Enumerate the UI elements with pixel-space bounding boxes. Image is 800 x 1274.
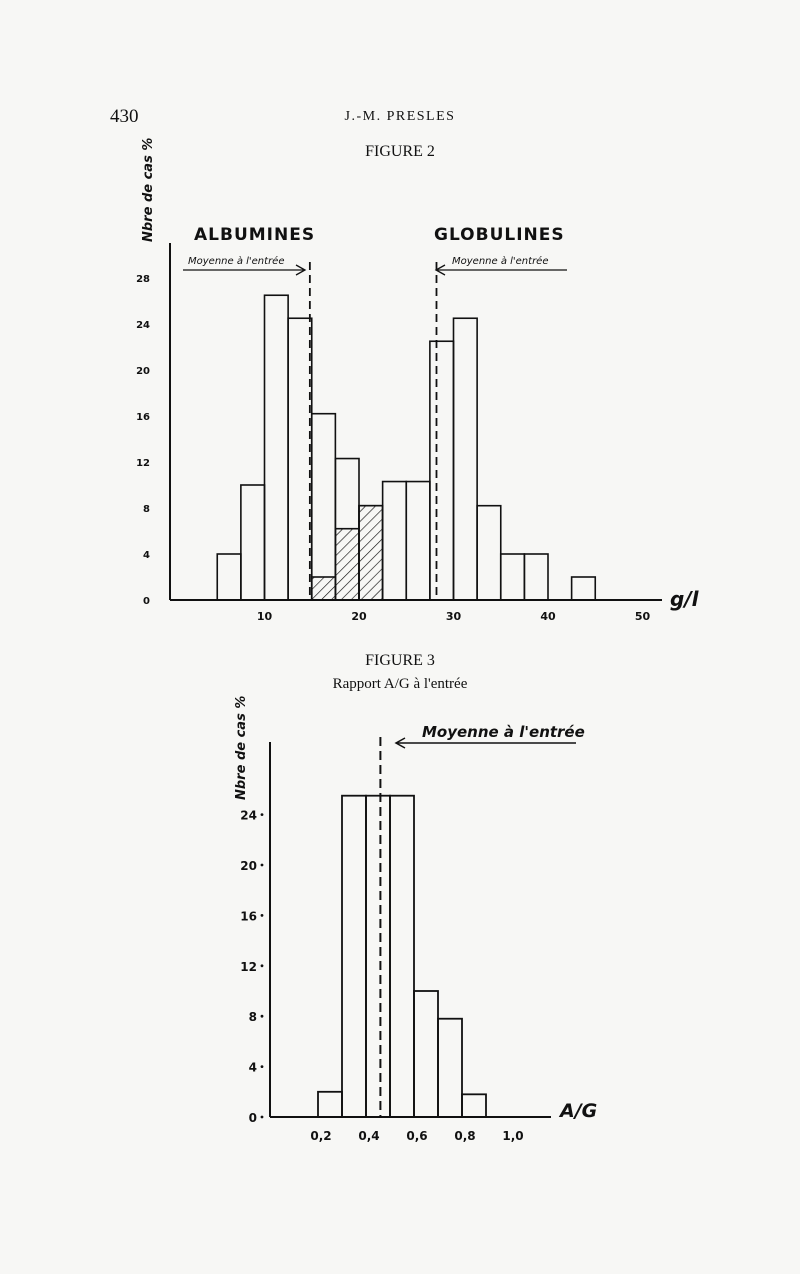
running-head: J.-M. PRESLES	[344, 109, 456, 124]
x-tick-label-0: 0,2	[310, 1129, 332, 1143]
y-tick-label-4: 16	[240, 909, 257, 924]
y-tick-dot-6	[261, 813, 264, 816]
ag-bar-6	[462, 1094, 486, 1117]
ag-bar-5	[438, 1019, 462, 1117]
ag-bar-2	[366, 796, 390, 1117]
x-tick-label-0: 10	[256, 610, 273, 623]
x-tick-label-2: 30	[445, 610, 462, 623]
y-tick-label-7: 28	[136, 274, 150, 285]
y-tick-dot-4	[261, 914, 264, 917]
y-tick-label-1: 4	[143, 550, 150, 561]
x-tick-label-1: 0,4	[358, 1129, 380, 1143]
x-axis-label: A/G	[560, 1100, 598, 1122]
y-axis-label: Nbre de cas %	[234, 695, 249, 800]
y-tick-label-5: 20	[136, 366, 150, 377]
figure-3-label: FIGURE 3	[365, 652, 435, 669]
x-axis-label: g/l	[670, 587, 699, 611]
y-tick-label-3: 12	[240, 959, 257, 974]
figure-2-label: FIGURE 2	[365, 143, 435, 160]
y-tick-dot-2	[261, 1015, 264, 1018]
x-tick-label-3: 0,8	[454, 1129, 476, 1143]
ag-bar-0	[318, 1092, 342, 1117]
y-tick-label-2: 8	[248, 1010, 257, 1025]
y-tick-dot-1	[261, 1065, 264, 1068]
ag-bar-1	[342, 796, 366, 1117]
y-tick-dot-3	[261, 964, 264, 967]
y-tick-label-2: 8	[143, 504, 150, 515]
y-tick-label-4: 16	[136, 412, 150, 423]
albumines-mean-label: Moyenne à l'entrée	[188, 256, 285, 267]
y-axis-label: Nbre de cas %	[141, 137, 156, 242]
y-tick-label-0: 0	[143, 596, 150, 607]
figure-3-subtitle: Rapport A/G à l'entrée	[332, 676, 468, 692]
y-tick-label-0: 0	[248, 1111, 257, 1125]
globulines-heading: GLOBULINES	[434, 225, 565, 245]
ag-bar-4	[414, 991, 438, 1117]
x-tick-label-4: 1,0	[502, 1129, 524, 1143]
mean-label: Moyenne à l'entrée	[422, 723, 585, 741]
y-tick-label-1: 4	[248, 1060, 257, 1075]
y-tick-label-6: 24	[240, 808, 257, 823]
x-tick-label-1: 20	[351, 610, 367, 623]
globulines-mean-label: Moyenne à l'entrée	[452, 256, 549, 267]
y-tick-dot-5	[261, 864, 264, 867]
ag-bar-3	[390, 796, 414, 1117]
x-tick-label-3: 40	[540, 610, 556, 623]
y-tick-dot-0	[261, 1116, 264, 1119]
x-tick-label-2: 0,6	[406, 1129, 428, 1143]
y-tick-label-5: 20	[240, 859, 257, 873]
page-number: 430	[110, 106, 139, 127]
y-tick-label-6: 24	[136, 320, 150, 331]
figure-3-axes	[270, 742, 551, 1117]
x-tick-label-4: 50	[634, 610, 651, 623]
albumines-heading: ALBUMINES	[194, 225, 316, 245]
y-tick-label-3: 12	[136, 458, 150, 469]
